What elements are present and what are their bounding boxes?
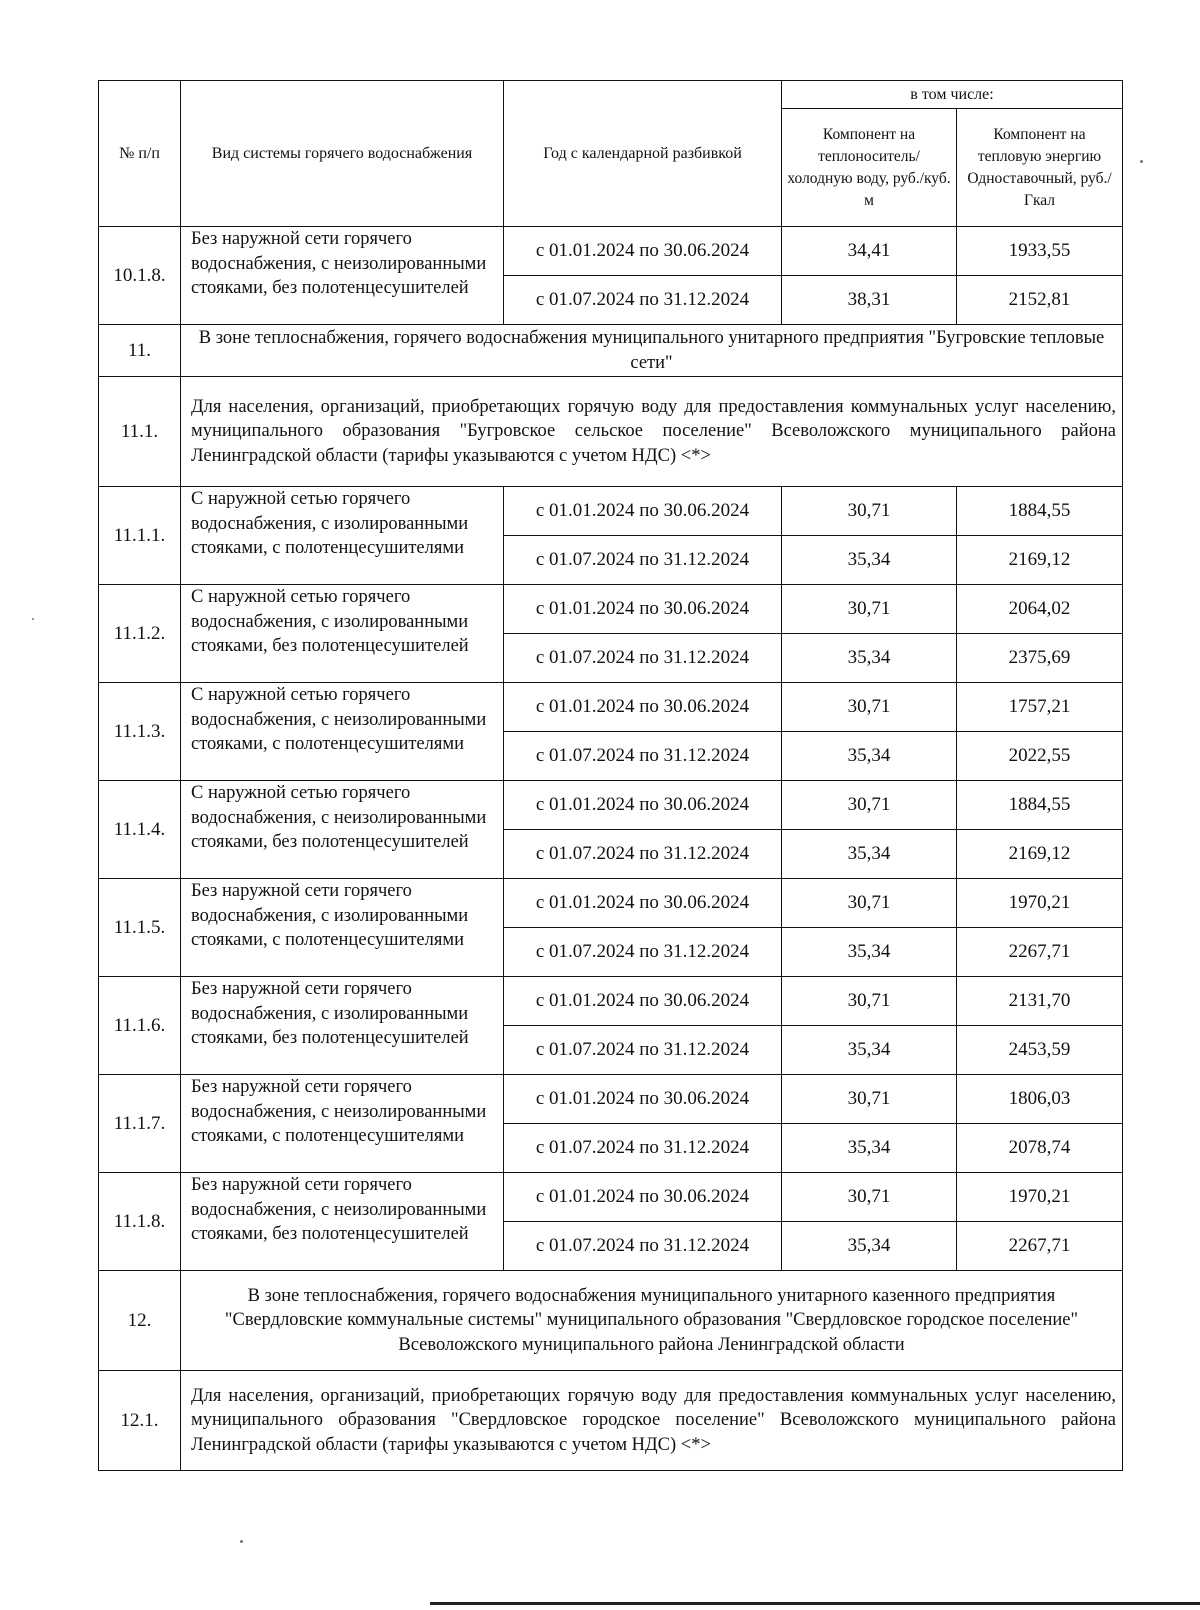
row-number: 11.1.7. bbox=[99, 1075, 181, 1173]
component-coolant-value: 30,71 bbox=[782, 487, 957, 536]
system-type: Без наружной сети горячего водоснабжения, с изолированными стояками, с полотенцесушителями bbox=[181, 879, 504, 977]
period: с 01.01.2024 по 30.06.2024 bbox=[504, 977, 782, 1026]
component-coolant-value: 35,34 bbox=[782, 830, 957, 879]
component-coolant-value: 30,71 bbox=[782, 781, 957, 830]
component-energy-value: 2267,71 bbox=[957, 1222, 1123, 1271]
component-coolant-value: 34,41 bbox=[782, 227, 957, 276]
tariff-table bbox=[98, 80, 1123, 1471]
component-energy-value: 2453,59 bbox=[957, 1026, 1123, 1075]
row-number: 11. bbox=[99, 325, 181, 377]
system-type: Без наружной сети горячего водоснабжения, с изолированными стояками, без полотенцесушителей bbox=[181, 977, 504, 1075]
row-number: 11.1.3. bbox=[99, 683, 181, 781]
period: с 01.01.2024 по 30.06.2024 bbox=[504, 585, 782, 634]
period: с 01.01.2024 по 30.06.2024 bbox=[504, 487, 782, 536]
row-number: 11.1.6. bbox=[99, 977, 181, 1075]
system-type: Без наружной сети горячего водоснабжения, с неизолированными стояками, с полотенцесушителями bbox=[181, 1075, 504, 1173]
component-coolant-value: 35,34 bbox=[782, 1026, 957, 1075]
system-type: С наружной сетью горячего водоснабжения, с изолированными стояками, без полотенцесушителей bbox=[181, 585, 504, 683]
component-coolant-value: 35,34 bbox=[782, 536, 957, 585]
component-energy-value: 2064,02 bbox=[957, 585, 1123, 634]
zone-description: В зоне теплоснабжения, горячего водоснабжения муниципального унитарного казенного предприятия "Свердловские коммунальные системы" муниципального образования "Свердловское городское поселение" Всеволожского муниципального района Ленинградской области bbox=[181, 1271, 1123, 1371]
table-row bbox=[99, 879, 1123, 928]
period: с 01.01.2024 по 30.06.2024 bbox=[504, 1075, 782, 1124]
period: с 01.01.2024 по 30.06.2024 bbox=[504, 781, 782, 830]
component-coolant-value: 35,34 bbox=[782, 928, 957, 977]
component-coolant-value: 30,71 bbox=[782, 683, 957, 732]
zone-description: В зоне теплоснабжения, горячего водоснабжения муниципального унитарного предприятия "Бугровские тепловые сети" bbox=[181, 325, 1123, 377]
period: с 01.07.2024 по 31.12.2024 bbox=[504, 732, 782, 781]
period: с 01.07.2024 по 31.12.2024 bbox=[504, 276, 782, 325]
header-component-energy: Компонент на тепловую энергию Одноставочный, руб./Гкал bbox=[957, 109, 1123, 227]
component-energy-value: 1884,55 bbox=[957, 487, 1123, 536]
component-energy-value: 1884,55 bbox=[957, 781, 1123, 830]
row-number: 11.1.5. bbox=[99, 879, 181, 977]
table-row bbox=[99, 227, 1123, 276]
component-energy-value: 2169,12 bbox=[957, 830, 1123, 879]
system-type: С наружной сетью горячего водоснабжения, с изолированными стояками, с полотенцесушителями bbox=[181, 487, 504, 585]
consumer-description: Для населения, организаций, приобретающих горячую воду для предоставления коммунальных услуг населению, муниципального образования "Свердловское городское поселение" Всеволожского муниципального района Ленинградской области (тарифы указываются с учетом НДС) <*> bbox=[181, 1371, 1123, 1471]
row-number: 11.1.4. bbox=[99, 781, 181, 879]
period: с 01.01.2024 по 30.06.2024 bbox=[504, 683, 782, 732]
component-coolant-value: 35,34 bbox=[782, 1222, 957, 1271]
component-coolant-value: 30,71 bbox=[782, 1173, 957, 1222]
component-coolant-value: 30,71 bbox=[782, 977, 957, 1026]
row-number: 11.1.2. bbox=[99, 585, 181, 683]
component-energy-value: 1806,03 bbox=[957, 1075, 1123, 1124]
component-coolant-value: 30,71 bbox=[782, 585, 957, 634]
consumer-row bbox=[99, 1371, 1123, 1471]
component-energy-value: 2152,81 bbox=[957, 276, 1123, 325]
header-num: № п/п bbox=[99, 81, 181, 227]
component-energy-value: 1970,21 bbox=[957, 879, 1123, 928]
component-energy-value: 1970,21 bbox=[957, 1173, 1123, 1222]
period: с 01.07.2024 по 31.12.2024 bbox=[504, 1026, 782, 1075]
row-number: 10.1.8. bbox=[99, 227, 181, 325]
scan-speck bbox=[1140, 160, 1143, 163]
scan-speck bbox=[240, 1540, 243, 1543]
period: с 01.07.2024 по 31.12.2024 bbox=[504, 1222, 782, 1271]
component-energy-value: 2131,70 bbox=[957, 977, 1123, 1026]
component-coolant-value: 35,34 bbox=[782, 634, 957, 683]
consumer-row bbox=[99, 377, 1123, 487]
scan-speck bbox=[32, 618, 34, 620]
row-number: 11.1.1. bbox=[99, 487, 181, 585]
table-row bbox=[99, 487, 1123, 536]
component-energy-value: 2078,74 bbox=[957, 1124, 1123, 1173]
table-row bbox=[99, 781, 1123, 830]
component-energy-value: 2375,69 bbox=[957, 634, 1123, 683]
component-coolant-value: 35,34 bbox=[782, 1124, 957, 1173]
table-row bbox=[99, 1075, 1123, 1124]
period: с 01.01.2024 по 30.06.2024 bbox=[504, 1173, 782, 1222]
system-type: С наружной сетью горячего водоснабжения, с неизолированными стояками, без полотенцесушителей bbox=[181, 781, 504, 879]
system-type: Без наружной сети горячего водоснабжения, с неизолированными стояками, без полотенцесушителей bbox=[181, 1173, 504, 1271]
component-energy-value: 1757,21 bbox=[957, 683, 1123, 732]
consumer-description: Для населения, организаций, приобретающих горячую воду для предоставления коммунальных услуг населению, муниципального образования "Бугровское сельское поселение" Всеволожского муниципального района Ленинградской области (тарифы указываются с учетом НДС) <*> bbox=[181, 377, 1123, 487]
zone-row bbox=[99, 325, 1123, 377]
period: с 01.07.2024 по 31.12.2024 bbox=[504, 1124, 782, 1173]
component-energy-value: 2169,12 bbox=[957, 536, 1123, 585]
table-row bbox=[99, 977, 1123, 1026]
period: с 01.07.2024 по 31.12.2024 bbox=[504, 830, 782, 879]
system-type: С наружной сетью горячего водоснабжения, с неизолированными стояками, с полотенцесушителями bbox=[181, 683, 504, 781]
period: с 01.07.2024 по 31.12.2024 bbox=[504, 928, 782, 977]
row-number: 11.1. bbox=[99, 377, 181, 487]
component-energy-value: 1933,55 bbox=[957, 227, 1123, 276]
table-row bbox=[99, 1173, 1123, 1222]
period: с 01.07.2024 по 31.12.2024 bbox=[504, 536, 782, 585]
component-coolant-value: 35,34 bbox=[782, 732, 957, 781]
system-type: Без наружной сети горячего водоснабжения, с неизолированными стояками, без полотенцесушителей bbox=[181, 227, 504, 325]
row-number: 12. bbox=[99, 1271, 181, 1371]
header-component-coolant: Компонент на теплоноситель/ холодную воду, руб./куб. м bbox=[782, 109, 957, 227]
row-number: 11.1.8. bbox=[99, 1173, 181, 1271]
component-energy-value: 2022,55 bbox=[957, 732, 1123, 781]
period: с 01.01.2024 по 30.06.2024 bbox=[504, 879, 782, 928]
component-energy-value: 2267,71 bbox=[957, 928, 1123, 977]
header-type: Вид системы горячего водоснабжения bbox=[181, 81, 504, 227]
header-including: в том числе: bbox=[782, 81, 1123, 109]
zone-row bbox=[99, 1271, 1123, 1371]
period: с 01.01.2024 по 30.06.2024 bbox=[504, 227, 782, 276]
component-coolant-value: 30,71 bbox=[782, 1075, 957, 1124]
row-number: 12.1. bbox=[99, 1371, 181, 1471]
table-row bbox=[99, 683, 1123, 732]
scan-edge-line bbox=[430, 1602, 1200, 1605]
component-coolant-value: 30,71 bbox=[782, 879, 957, 928]
header-year: Год с календарной разбивкой bbox=[504, 81, 782, 227]
period: с 01.07.2024 по 31.12.2024 bbox=[504, 634, 782, 683]
component-coolant-value: 38,31 bbox=[782, 276, 957, 325]
table-row bbox=[99, 585, 1123, 634]
